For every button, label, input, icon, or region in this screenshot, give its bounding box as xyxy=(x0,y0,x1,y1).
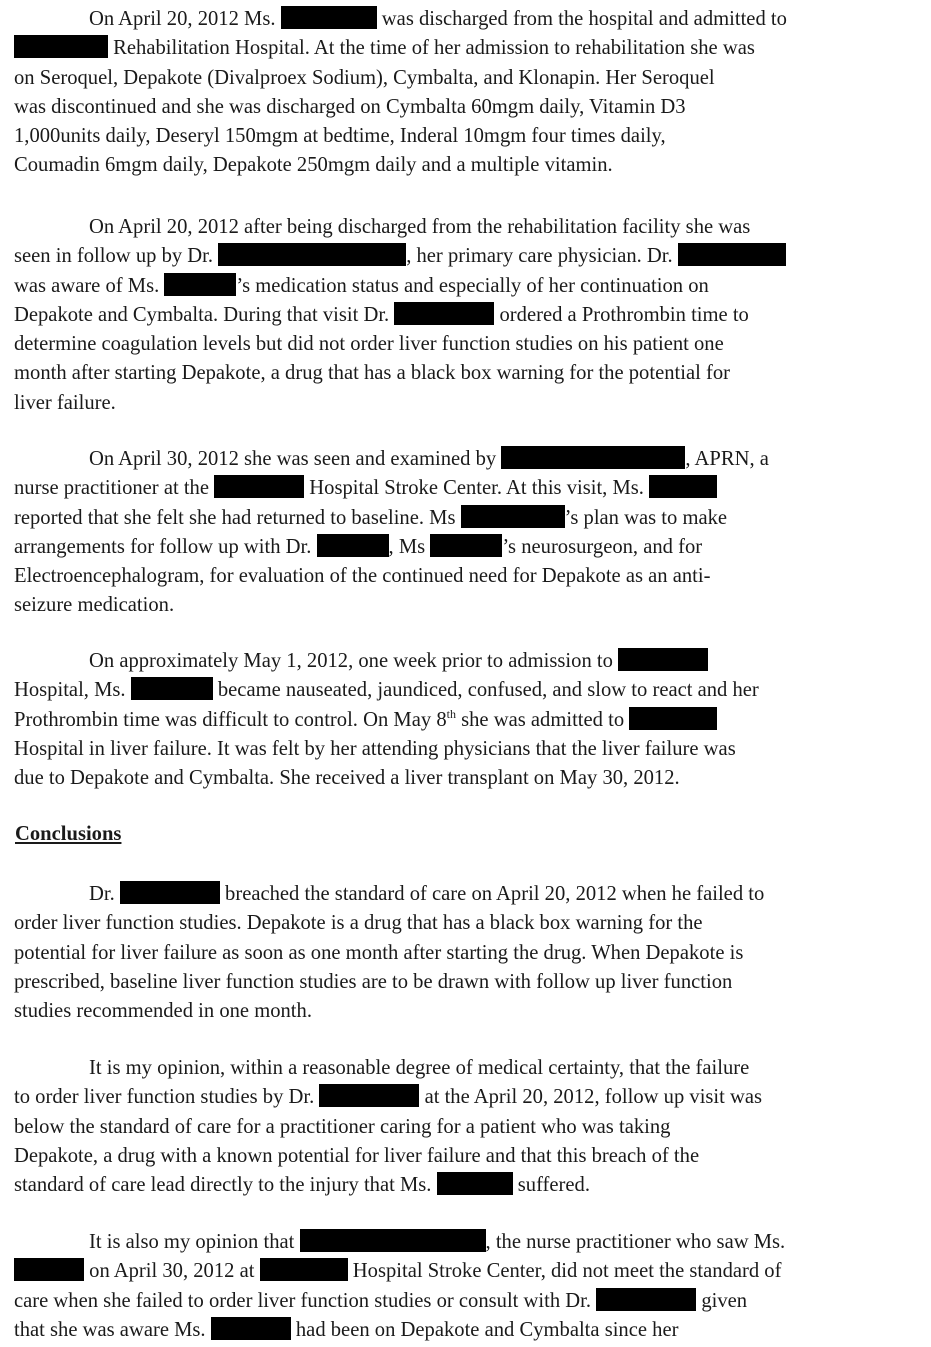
text-line: month after starting Depakote, a drug that has a black box warning for the potential for xyxy=(14,362,730,385)
redaction-bar xyxy=(629,707,717,730)
ordinal-suffix: th xyxy=(446,706,456,721)
conclusions-heading: Conclusions xyxy=(15,823,122,845)
text-line: was aware of Ms. ’s medication status and especially of her continuation on xyxy=(14,274,709,297)
text-line: due to Depakote and Cymbalta. She received a liver transplant on May 30, 2012. xyxy=(14,767,680,790)
text-line: order liver function studies. Depakote is a drug that has a black box warning for the xyxy=(14,912,703,935)
paragraph-breach-standard xyxy=(14,880,924,1026)
text-line: below the standard of care for a practitioner caring for a patient who was taking xyxy=(14,1115,671,1138)
redaction-bar xyxy=(461,505,565,528)
text-line: studies recommended in one month. xyxy=(14,1000,312,1023)
text-line: On April 20, 2012 after being discharged from the rehabilitation facility she was xyxy=(89,216,751,238)
redaction-bar xyxy=(211,1317,291,1340)
text-line: Coumadin 6mgm daily, Depakote 250mgm daily and a multiple vitamin. xyxy=(14,154,613,177)
text-line: Depakote and Cymbalta. During that visit Dr. ordered a Prothrombin time to xyxy=(14,303,749,326)
text-line: arrangements for follow up with Dr. , Ms ’s neurosurgeon, and for xyxy=(14,535,703,558)
redaction-bar xyxy=(501,446,685,469)
text-line: care when she failed to order liver function studies or consult with Dr. given xyxy=(14,1289,748,1312)
text-line: On April 30, 2012 she was seen and examined by , APRN, a xyxy=(89,448,769,470)
paragraph-primary-care-visit xyxy=(14,213,924,418)
paragraph-medical-opinion xyxy=(14,1054,924,1200)
text-line: standard of care lead directly to the injury that Ms. suffered. xyxy=(14,1174,590,1197)
text-line: Dr. breached the standard of care on April 20, 2012 when he failed to xyxy=(89,883,765,905)
redaction-bar xyxy=(430,534,502,557)
text-line: seen in follow up by Dr. , her primary care physician. Dr. xyxy=(14,242,924,271)
text-line: On April 20, 2012 Ms. was discharged from the hospital and admitted to xyxy=(89,8,787,30)
redaction-bar xyxy=(164,273,236,296)
text-line: On approximately May 1, 2012, one week prior to admission to xyxy=(14,647,924,676)
paragraph-discharge-rehab xyxy=(14,5,924,181)
text-line: to order liver function studies by Dr. at the April 20, 2012, follow up visit was xyxy=(14,1086,763,1109)
redaction-bar xyxy=(214,475,304,498)
text-line: 1,000units daily, Deseryl 150mgm at bedtime, Inderal 10mgm four times daily, xyxy=(14,125,666,148)
redaction-bar xyxy=(317,534,389,557)
text-line: determine coagulation levels but did not order liver function studies on his patient one xyxy=(14,333,724,356)
paragraph-liver-failure xyxy=(14,647,924,793)
text-line: It is my opinion, within a reasonable degree of medical certainty, that the failure xyxy=(89,1057,750,1079)
paragraph-stroke-center-visit xyxy=(14,445,924,621)
text-line: seizure medication. xyxy=(14,594,175,617)
paragraph-nurse-practitioner-opinion xyxy=(14,1228,924,1345)
text-line: on Seroquel, Depakote (Divalproex Sodium), Cymbalta, and Klonapin. Her Seroquel xyxy=(14,66,715,89)
redaction-bar xyxy=(131,677,213,700)
redaction-bar xyxy=(678,243,786,266)
text-line: Electroencephalogram, for evaluation of the continued need for Depakote as an anti- xyxy=(14,565,711,588)
redaction-bar xyxy=(319,1084,419,1107)
redaction-bar xyxy=(649,475,717,498)
text-line: nurse practitioner at the Hospital Stroke Center. At this visit, Ms. xyxy=(14,474,924,503)
redaction-bar xyxy=(281,6,377,29)
text-line: Hospital, Ms. became nauseated, jaundiced, confused, and slow to react and her xyxy=(14,679,759,702)
redaction-bar xyxy=(394,302,494,325)
redaction-bar xyxy=(437,1172,513,1195)
text-line: It is also my opinion that , the nurse practitioner who saw Ms. xyxy=(89,1231,786,1253)
redaction-bar xyxy=(218,243,406,266)
text-line: Rehabilitation Hospital. At the time of her admission to rehabilitation she was xyxy=(14,34,924,63)
redaction-bar xyxy=(260,1258,348,1281)
redaction-bar xyxy=(120,881,220,904)
text-line: Depakote, a drug with a known potential for liver failure and that this breach of the xyxy=(14,1144,700,1167)
text-line: was discontinued and she was discharged on Cymbalta 60mgm daily, Vitamin D3 xyxy=(14,95,686,118)
redaction-bar xyxy=(618,648,708,671)
text-line: prescribed, baseline liver function studies are to be drawn with follow up liver function xyxy=(14,970,733,993)
redaction-bar xyxy=(596,1288,696,1311)
text-line: reported that she felt she had returned to baseline. Ms ’s plan was to make xyxy=(14,506,728,529)
redaction-bar xyxy=(300,1229,486,1252)
text-line: that she was aware Ms. had been on Depakote and Cymbalta since her xyxy=(14,1318,679,1341)
text-line: Prothrombin time was difficult to control. On May 8th she was admitted to xyxy=(14,706,924,735)
text-line: on April 30, 2012 at Hospital Stroke Center, did not meet the standard of xyxy=(14,1257,924,1286)
text-line: Hospital in liver failure. It was felt by her attending physicians that the liver failure was xyxy=(14,737,736,760)
text-line: potential for liver failure as soon as one month after starting the drug. When Depakote is xyxy=(14,941,744,964)
redaction-bar xyxy=(14,1258,84,1281)
redaction-bar xyxy=(14,35,108,58)
text-line: liver failure. xyxy=(14,391,116,414)
